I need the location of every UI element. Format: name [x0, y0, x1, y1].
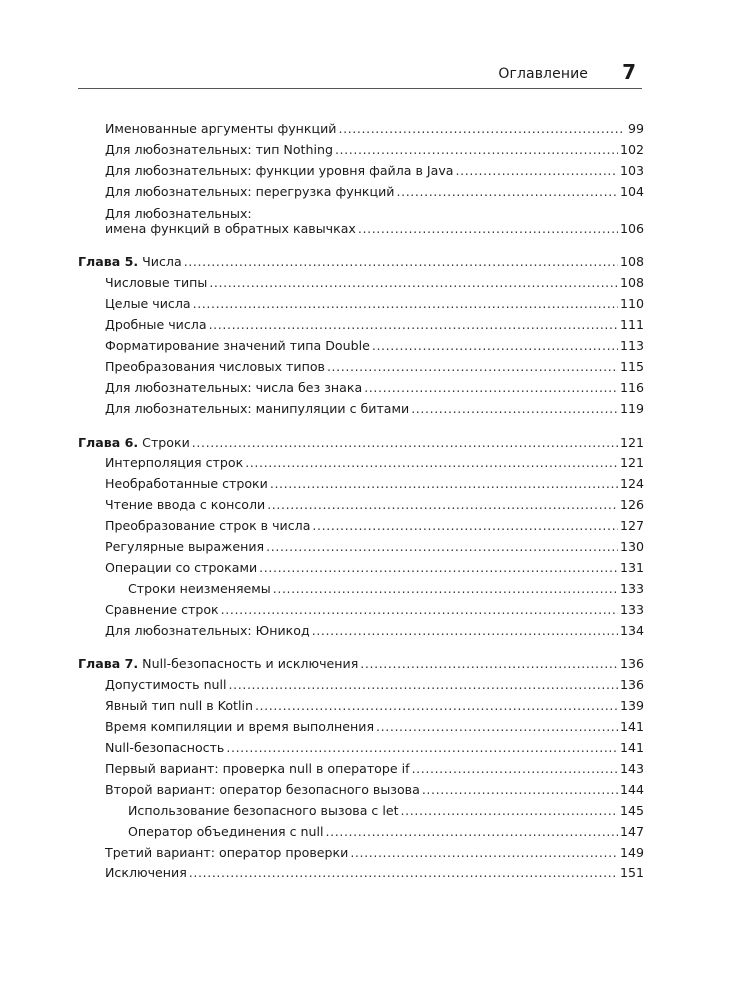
- toc-page-number: 113: [619, 338, 644, 354]
- toc-entry[interactable]: [78, 199, 644, 236]
- toc-entry-title: [105, 142, 333, 157]
- toc-entry-title: [105, 275, 207, 290]
- toc-entry-title: [105, 698, 253, 713]
- toc-entry[interactable]: [78, 332, 644, 353]
- toc-entry-text: Чтение ввода с консоли: [105, 497, 266, 513]
- toc-entry[interactable]: [78, 450, 644, 471]
- dot-leader: [270, 476, 618, 491]
- dot-leader: [267, 497, 618, 512]
- toc-entry-text: Числа: [142, 254, 182, 270]
- toc-entry[interactable]: [78, 713, 644, 734]
- chapter-number: Глава 6.: [78, 434, 139, 450]
- dot-leader: [338, 121, 622, 136]
- toc-page-number: 141: [619, 740, 644, 756]
- toc-page-number: 108: [619, 254, 644, 270]
- toc-entry[interactable]: [78, 533, 644, 554]
- toc-entry-text: Допустимость null: [105, 677, 227, 693]
- toc-entry-title: [105, 865, 187, 880]
- toc-entry-title: [105, 206, 356, 236]
- toc-entry[interactable]: [78, 818, 644, 839]
- toc-entry[interactable]: [78, 860, 644, 881]
- toc-entry-text: Для любознательных: Юникод: [105, 622, 310, 638]
- toc-page-number: 106: [619, 220, 644, 236]
- toc-entry-title: [78, 435, 190, 450]
- toc-entry-text: Третий вариант: оператор проверки: [105, 844, 349, 860]
- toc-entry-title: [105, 761, 410, 776]
- dot-leader: [364, 380, 618, 395]
- toc-entry-text: Исключения: [105, 865, 187, 881]
- toc-entry-title-line2: имена функций в обратных кавычках: [105, 220, 356, 236]
- toc-entry-title: [105, 121, 336, 136]
- dot-leader: [226, 740, 618, 755]
- toc-entry-title: [128, 803, 399, 818]
- toc-entry[interactable]: [78, 311, 644, 332]
- toc-entry[interactable]: [78, 692, 644, 713]
- toc-entry[interactable]: [78, 115, 644, 136]
- toc-entry-title: [78, 656, 358, 671]
- toc-entry-text: Время компиляции и время выполнения: [105, 719, 375, 735]
- dot-leader: [326, 824, 618, 839]
- dot-leader: [184, 254, 618, 269]
- toc-page-number: 131: [619, 559, 644, 575]
- toc-page-number: 139: [619, 698, 644, 714]
- dot-leader: [350, 845, 618, 860]
- toc-entry-title: [105, 740, 224, 755]
- toc-page-number: 116: [619, 379, 644, 395]
- toc-entry-text: Интерполяция строк: [105, 455, 244, 471]
- dot-leader: [312, 623, 618, 638]
- toc-entry-title: [105, 518, 310, 533]
- dot-leader: [245, 455, 618, 470]
- toc-entry-text: Явный тип null в Kotlin: [105, 698, 253, 714]
- toc-entry-text: Сравнение строк: [105, 601, 219, 617]
- toc-page-number: 130: [619, 539, 644, 555]
- toc-entry-text: Строки: [142, 434, 190, 450]
- toc-page-number: 126: [619, 497, 644, 513]
- toc-entry[interactable]: [78, 353, 644, 374]
- toc-entry[interactable]: [78, 617, 644, 638]
- toc-page-number: 108: [619, 275, 644, 291]
- toc-entry-text: Дробные числа: [105, 317, 207, 333]
- dot-leader: [396, 184, 617, 199]
- toc-entry[interactable]: [78, 374, 644, 395]
- header-page-number: 7: [622, 60, 636, 84]
- dot-leader: [456, 163, 618, 178]
- toc-entry[interactable]: [78, 575, 644, 596]
- toc-entry[interactable]: [78, 512, 644, 533]
- toc-page-number: 147: [619, 823, 644, 839]
- toc-entry[interactable]: [78, 178, 644, 199]
- running-header: [78, 54, 642, 89]
- dot-leader: [266, 539, 618, 554]
- toc-entry-text: Регулярные выражения: [105, 539, 265, 555]
- dot-leader: [312, 518, 618, 533]
- toc-entry[interactable]: [78, 136, 644, 157]
- dot-leader: [411, 401, 618, 416]
- dot-leader: [229, 677, 618, 692]
- toc-entry-title: [105, 623, 310, 638]
- toc-page-number: 121: [619, 455, 644, 471]
- chapter-number: Глава 7.: [78, 656, 139, 672]
- toc-entry-title: [105, 539, 264, 554]
- toc-entry-title: [105, 719, 374, 734]
- toc-page-number: 141: [619, 719, 644, 735]
- toc-entry-title: [78, 254, 182, 269]
- toc-entry-text: Операции со строками: [105, 559, 258, 575]
- toc-entry-title: [105, 782, 420, 797]
- dot-leader: [189, 865, 618, 880]
- toc-entry-title: [105, 476, 268, 491]
- dot-leader: [259, 560, 618, 575]
- dot-leader: [193, 296, 618, 311]
- toc-entry-title: [105, 317, 207, 332]
- toc-page-number: 127: [619, 518, 644, 534]
- dot-leader: [412, 761, 618, 776]
- toc-entry-text: Первый вариант: проверка null в операторе if: [105, 760, 410, 776]
- dot-leader: [209, 275, 618, 290]
- toc-entry[interactable]: [78, 755, 644, 776]
- dot-leader: [255, 698, 618, 713]
- toc-entry-title: [105, 184, 394, 199]
- toc-entry-title: [105, 380, 362, 395]
- dot-leader: [372, 338, 618, 353]
- toc-entry[interactable]: [78, 157, 644, 178]
- toc-entry-title: [105, 677, 227, 692]
- toc-entry-title: [105, 359, 325, 374]
- toc-chapter-entry[interactable]: [78, 651, 644, 672]
- toc-entry[interactable]: [78, 470, 644, 491]
- dot-leader: [422, 782, 618, 797]
- toc-entry-title-line1: Для любознательных:: [105, 205, 252, 221]
- toc-entry-title: [105, 338, 370, 353]
- toc-entry[interactable]: [78, 395, 644, 416]
- toc-entry-text: Для любознательных: тип Nothing: [105, 141, 333, 157]
- toc-entry-title: [105, 497, 265, 512]
- toc-entry[interactable]: [78, 797, 644, 818]
- toc-entry-text: Использование безопасного вызова с let: [128, 802, 399, 818]
- toc-chapter-entry[interactable]: [78, 249, 644, 270]
- toc-page-number: 143: [619, 760, 644, 776]
- toc-page-number: 145: [619, 802, 644, 818]
- toc-entry-title: [128, 581, 271, 596]
- toc-entry-title: [105, 455, 243, 470]
- toc-entry-title: [105, 602, 219, 617]
- dot-leader: [401, 803, 618, 818]
- toc-entry[interactable]: [78, 554, 644, 575]
- dot-leader: [335, 142, 618, 157]
- toc-entry[interactable]: [78, 776, 644, 797]
- toc-entry-title: [105, 163, 454, 178]
- toc-entry-text: Оператор объединения с null: [128, 823, 324, 839]
- toc-page-number: 133: [619, 601, 644, 617]
- toc-entry-text: Для любознательных: перегрузка функций: [105, 183, 395, 199]
- toc-page-number: 110: [619, 296, 644, 312]
- toc-page-number: 121: [619, 434, 644, 450]
- table-of-contents: [78, 115, 644, 880]
- toc-entry-text: Преобразования числовых типов: [105, 358, 325, 374]
- toc-entry-text: Для любознательных: функции уровня файла в Java: [105, 162, 454, 178]
- toc-page-number: 151: [619, 865, 644, 881]
- toc-chapter-entry[interactable]: [78, 429, 644, 450]
- toc-entry-title: [128, 824, 324, 839]
- toc-page-number: 144: [619, 781, 644, 797]
- toc-page-number: 104: [619, 183, 644, 199]
- toc-entry[interactable]: [78, 839, 644, 860]
- toc-entry-title: [105, 560, 257, 575]
- toc-page-number: 134: [619, 622, 644, 638]
- toc-entry-text: Null-безопасность: [105, 740, 225, 756]
- toc-page-number: 133: [619, 580, 644, 596]
- toc-entry[interactable]: [78, 671, 644, 692]
- toc-entry-text: Именованные аргументы функций: [105, 120, 337, 136]
- toc-entry-title: [105, 845, 348, 860]
- toc-page-number: 103: [619, 162, 644, 178]
- header-title: Оглавление: [498, 66, 588, 82]
- toc-entry-text: Для любознательных: манипуляции с битами: [105, 400, 410, 416]
- dot-leader: [273, 581, 618, 596]
- toc-entry-text: Целые числа: [105, 296, 191, 312]
- toc-page-number: 99: [627, 120, 644, 136]
- toc-page-number: 149: [619, 844, 644, 860]
- toc-entry-text: Для любознательных: числа без знака: [105, 379, 363, 395]
- toc-entry-title: [105, 296, 191, 311]
- dot-leader: [192, 435, 618, 450]
- toc-entry-text: Преобразование строк в числа: [105, 518, 311, 534]
- toc-entry-text: Необработанные строки: [105, 476, 268, 492]
- toc-entry-text: Форматирование значений типа Double: [105, 338, 370, 354]
- dot-leader: [327, 359, 618, 374]
- toc-entry-text: Второй вариант: оператор безопасного вызова: [105, 781, 420, 797]
- chapter-number: Глава 5.: [78, 254, 139, 270]
- dot-leader: [376, 719, 618, 734]
- toc-entry-text: Null-безопасность и исключения: [142, 656, 359, 672]
- toc-page-number: 124: [619, 476, 644, 492]
- dot-leader: [358, 221, 618, 236]
- toc-page-number: 111: [619, 317, 644, 333]
- dot-leader: [360, 656, 618, 671]
- toc-entry[interactable]: [78, 596, 644, 617]
- dot-leader: [209, 317, 618, 332]
- toc-entry[interactable]: [78, 269, 644, 290]
- toc-page-number: 102: [619, 141, 644, 157]
- toc-entry-text: Строки неизменяемы: [128, 580, 271, 596]
- toc-page-number: 136: [619, 656, 644, 672]
- toc-entry[interactable]: [78, 290, 644, 311]
- toc-page-number: 136: [619, 677, 644, 693]
- toc-entry[interactable]: [78, 491, 644, 512]
- toc-page-number: 115: [619, 358, 644, 374]
- toc-entry-title: [105, 401, 409, 416]
- toc-entry[interactable]: [78, 734, 644, 755]
- toc-page-number: 119: [619, 400, 644, 416]
- dot-leader: [221, 602, 618, 617]
- toc-entry-text: Числовые типы: [105, 275, 208, 291]
